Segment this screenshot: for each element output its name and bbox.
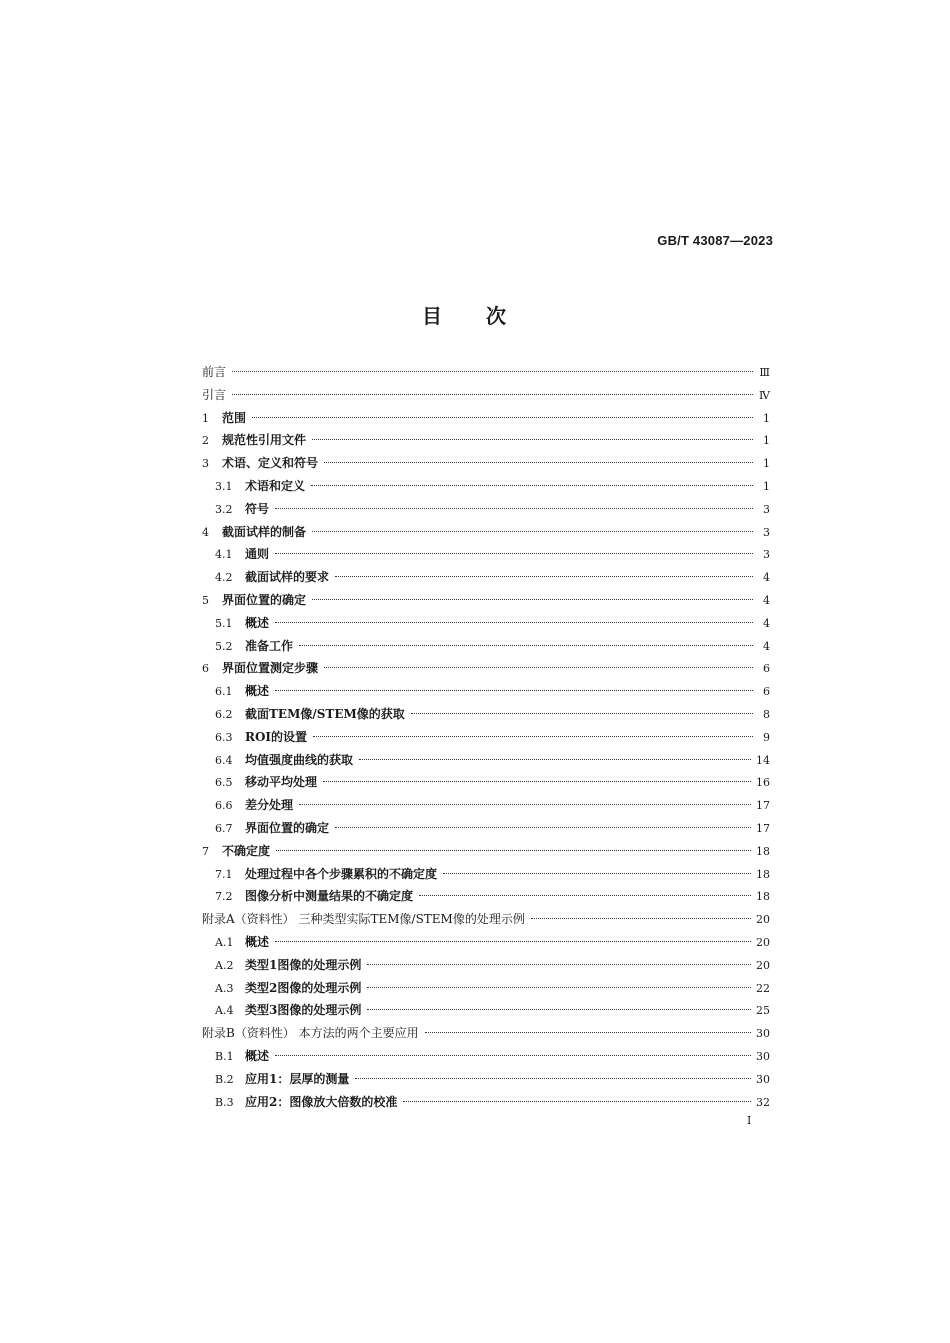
toc-entry[interactable]: [202, 977, 770, 1000]
dot-leader: [275, 622, 753, 623]
toc-entry-title: 类型1图像的处理示例: [245, 957, 362, 972]
toc-entry-title: 不确定度: [222, 843, 271, 858]
toc-entry-number: 6.3: [215, 730, 233, 744]
dot-leader: [335, 576, 753, 577]
toc-entry-page-number: 20: [756, 958, 770, 972]
toc-entry[interactable]: [202, 749, 770, 772]
toc-entry-title: 通则: [245, 547, 270, 562]
toc-entry-title: 应用2：图像放大倍数的校准: [245, 1094, 398, 1109]
toc-entry[interactable]: [202, 1091, 770, 1114]
dot-leader: [411, 713, 753, 714]
toc-entry[interactable]: [202, 885, 770, 908]
toc-entry-number: A.4: [215, 1004, 234, 1018]
dot-leader: [232, 394, 753, 395]
toc-entry[interactable]: [202, 589, 770, 612]
dot-leader: [324, 462, 753, 463]
toc-entry-title: 移动平均处理: [245, 775, 318, 790]
dot-leader: [324, 667, 753, 668]
toc-entry-title: 概述: [245, 615, 270, 630]
toc-entry-page-number: 6: [763, 662, 770, 676]
dot-leader: [252, 417, 753, 418]
toc-entry-page-number: 1: [763, 479, 770, 493]
toc-entry[interactable]: [202, 1022, 770, 1045]
toc-entry-number: 6.4: [215, 753, 233, 767]
toc-entry-number: 3.2: [215, 502, 233, 516]
dot-leader: [311, 485, 753, 486]
toc-entry-page-number: 25: [756, 1004, 770, 1018]
toc-entry-title: 术语、定义和符号: [222, 456, 319, 471]
toc-entry-page-number: 4: [763, 571, 770, 585]
dot-leader: [531, 918, 751, 919]
toc-entry-page-number: Ⅲ: [759, 366, 770, 379]
toc-entry-number: 7.2: [215, 890, 233, 904]
toc-entry-number: A.1: [215, 935, 234, 949]
toc-entry-page-number: 18: [756, 867, 770, 881]
dot-leader: [323, 781, 751, 782]
toc-entry-page-number: 30: [756, 1049, 770, 1063]
dot-leader: [275, 1055, 751, 1056]
toc-entry-title: ROI的设置: [245, 729, 308, 744]
toc-entry-page-number: 4: [763, 593, 770, 607]
dot-leader: [275, 941, 751, 942]
toc-entry[interactable]: [202, 452, 770, 475]
toc-entry-number: 7: [202, 844, 209, 858]
dot-leader: [299, 645, 753, 646]
toc-entry-title: 符号: [245, 501, 270, 516]
toc-entry-page-number: 30: [756, 1027, 770, 1041]
toc-entry[interactable]: [202, 931, 770, 954]
toc-entry-title: 界面位置的确定: [222, 592, 307, 607]
dot-leader: [335, 827, 751, 828]
toc-entry[interactable]: [202, 771, 770, 794]
toc-entry-page-number: 16: [756, 776, 770, 790]
toc-entry[interactable]: [202, 657, 770, 680]
toc-entry-title: 界面位置的确定: [245, 820, 330, 835]
toc-entry-page-number: 14: [756, 753, 770, 767]
toc-entry-number: 6.6: [215, 799, 233, 813]
table-of-contents: [202, 361, 770, 1113]
toc-entry-title: 概述: [245, 934, 270, 949]
toc-entry-number: 3: [202, 457, 209, 471]
dot-leader: [403, 1101, 751, 1102]
dot-leader: [359, 759, 751, 760]
dot-leader: [312, 439, 753, 440]
page-folio: Ⅰ: [747, 1114, 752, 1127]
toc-entry-title: 处理过程中各个步骤累积的不确定度: [245, 866, 438, 881]
toc-entry-number: B.1: [215, 1049, 234, 1063]
toc-entry-title: 图像分析中测量结果的不确定度: [245, 889, 414, 904]
toc-entry-title: 附录A（资料性） 三种类型实际TEM像/STEM像的处理示例: [202, 912, 525, 927]
toc-entry[interactable]: [202, 863, 770, 886]
toc-entry-page-number: 4: [763, 616, 770, 630]
toc-entry[interactable]: [202, 384, 770, 407]
toc-entry[interactable]: [202, 566, 770, 589]
toc-entry-number: 4: [202, 525, 209, 539]
dot-leader: [275, 553, 753, 554]
toc-entry-title: 截面试样的要求: [245, 570, 330, 585]
toc-entry-page-number: Ⅳ: [759, 388, 770, 402]
toc-entry[interactable]: [202, 794, 770, 817]
dot-leader: [313, 736, 753, 737]
dot-leader: [275, 508, 753, 509]
toc-entry-number: 4.1: [215, 548, 233, 562]
toc-entry-page-number: 22: [756, 981, 770, 995]
toc-entry-number: B.2: [215, 1072, 234, 1086]
toc-entry-number: 3.1: [215, 479, 233, 493]
toc-entry-number: 7.1: [215, 867, 233, 881]
toc-entry-page-number: 1: [763, 434, 770, 448]
toc-entry[interactable]: [202, 612, 770, 635]
toc-entry-page-number: 1: [763, 411, 770, 425]
toc-entry[interactable]: [202, 543, 770, 566]
dot-leader: [443, 873, 751, 874]
toc-entry[interactable]: [202, 1045, 770, 1068]
toc-entry-title: 范围: [222, 410, 247, 425]
toc-entry-page-number: 6: [763, 685, 770, 699]
dot-leader: [299, 804, 751, 805]
toc-entry-title: 类型2图像的处理示例: [245, 980, 362, 995]
toc-entry-title: 类型3图像的处理示例: [245, 1003, 362, 1018]
toc-entry-title: 均值强度曲线的获取: [245, 752, 354, 767]
dot-leader: [355, 1078, 751, 1079]
toc-entry-title: 准备工作: [245, 638, 294, 653]
toc-entry[interactable]: [202, 680, 770, 703]
toc-entry-page-number: 4: [763, 639, 770, 653]
toc-entry-title: 差分处理: [245, 798, 294, 813]
toc-entry-page-number: 8: [763, 707, 770, 721]
dot-leader: [312, 531, 753, 532]
toc-entry-title: 术语和定义: [245, 478, 306, 493]
dot-leader: [276, 850, 751, 851]
toc-entry-page-number: 17: [756, 821, 770, 835]
toc-entry[interactable]: [202, 361, 770, 384]
toc-entry-number: 5.1: [215, 616, 233, 630]
toc-entry-number: 5.2: [215, 639, 233, 653]
toc-entry-title: 截面试样的制备: [222, 524, 307, 539]
toc-entry-title: 规范性引用文件: [222, 433, 307, 448]
toc-entry-page-number: 3: [763, 502, 770, 516]
toc-entry-title: 附录B（资料性） 本方法的两个主要应用: [202, 1026, 419, 1041]
toc-entry-number: 6.2: [215, 707, 233, 721]
toc-entry-page-number: 3: [763, 548, 770, 562]
toc-entry[interactable]: [202, 817, 770, 840]
toc-entry-page-number: 1: [763, 457, 770, 471]
toc-entry-number: 6.5: [215, 776, 233, 790]
toc-entry-number: 5: [202, 593, 209, 607]
toc-entry[interactable]: [202, 840, 770, 863]
toc-entry-title: 概述: [245, 1048, 270, 1063]
dot-leader: [425, 1032, 751, 1033]
toc-entry-page-number: 30: [756, 1072, 770, 1086]
toc-entry[interactable]: [202, 635, 770, 658]
toc-entry-title: 界面位置测定步骤: [222, 661, 319, 676]
dot-leader: [419, 895, 751, 896]
toc-entry-page-number: 20: [756, 913, 770, 927]
toc-entry-page-number: 3: [763, 525, 770, 539]
toc-entry[interactable]: [202, 475, 770, 498]
toc-entry-page-number: 18: [756, 844, 770, 858]
toc-entry-number: 1: [202, 411, 209, 425]
toc-entry[interactable]: [202, 703, 770, 726]
standard-number: GB/T 43087—2023: [657, 233, 773, 248]
toc-entry[interactable]: [202, 954, 770, 977]
toc-entry-number: 2: [202, 434, 209, 448]
toc-entry-page-number: 18: [756, 890, 770, 904]
toc-entry-number: 6: [202, 662, 209, 676]
toc-entry-title: 概述: [245, 684, 270, 699]
toc-entry[interactable]: [202, 521, 770, 544]
toc-entry-title: 应用1：层厚的测量: [245, 1071, 350, 1086]
toc-entry-title: 前言: [202, 365, 227, 379]
toc-entry[interactable]: [202, 429, 770, 452]
toc-entry-number: 6.7: [215, 821, 233, 835]
toc-entry-page-number: 20: [756, 935, 770, 949]
toc-entry-page-number: 17: [756, 799, 770, 813]
toc-entry-number: A.3: [215, 981, 234, 995]
toc-entry[interactable]: [202, 407, 770, 430]
dot-leader: [312, 599, 753, 600]
dot-leader: [275, 690, 753, 691]
toc-entry-number: A.2: [215, 958, 234, 972]
toc-entry-number: 4.2: [215, 571, 233, 585]
toc-entry-title: 截面TEM像/STEM像的获取: [245, 706, 405, 721]
toc-entry[interactable]: [202, 908, 770, 931]
toc-entry[interactable]: [202, 999, 770, 1022]
dot-leader: [232, 371, 753, 372]
toc-entry-number: 6.1: [215, 685, 233, 699]
toc-entry-page-number: 32: [756, 1095, 770, 1109]
page-title: 目次: [422, 304, 550, 328]
toc-entry-number: B.3: [215, 1095, 234, 1109]
toc-entry[interactable]: [202, 726, 770, 749]
toc-entry-title: 引言: [202, 387, 227, 402]
dot-leader: [367, 1009, 751, 1010]
dot-leader: [367, 987, 751, 988]
toc-entry[interactable]: [202, 1068, 770, 1091]
toc-entry[interactable]: [202, 498, 770, 521]
toc-entry-page-number: 9: [763, 730, 770, 744]
dot-leader: [367, 964, 751, 965]
